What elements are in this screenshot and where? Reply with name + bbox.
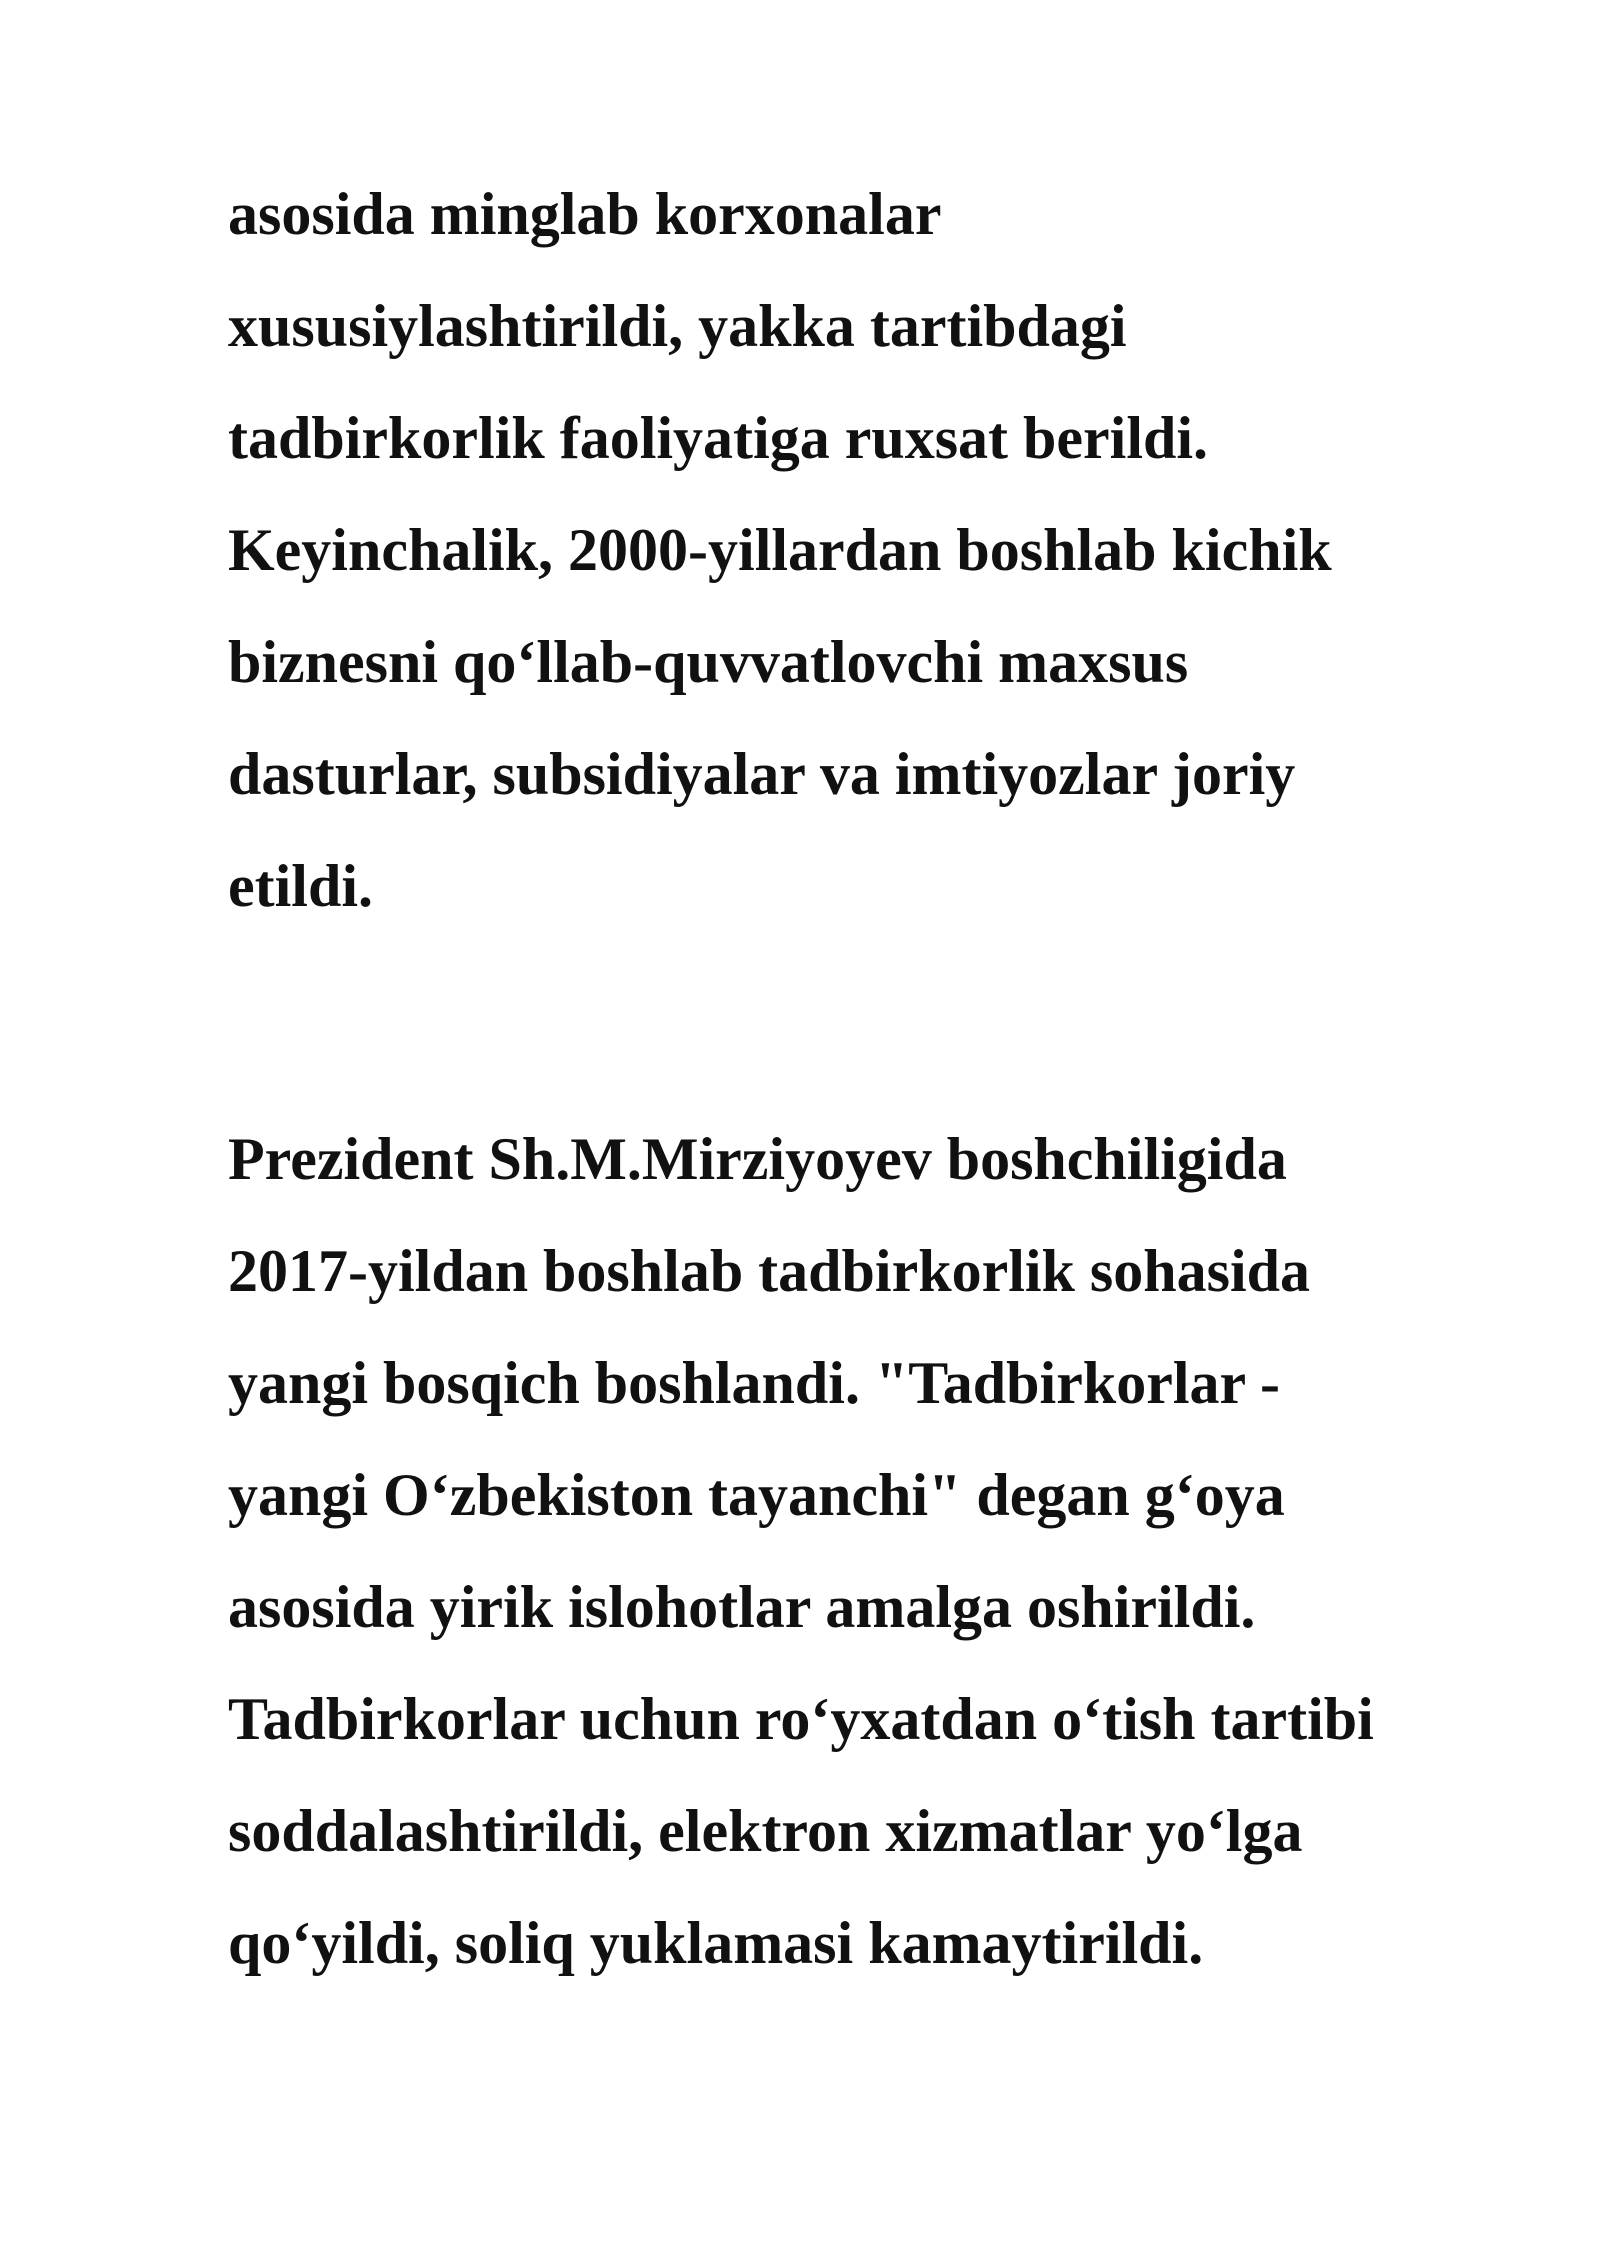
paragraph-line: biznesni qo‘llab-quvvatlovchi maxsus [228, 629, 1189, 695]
paragraph-line: asosida minglab korxonalar [228, 181, 942, 247]
paragraph-line: xususiylashtirildi, yakka tartibdagi [228, 293, 1127, 359]
paragraph-line: 2017-yildan boshlab tadbirkorlik sohasida [228, 1238, 1311, 1304]
paragraph-line: tadbirkorlik faoliyatiga ruxsat berildi. [228, 405, 1209, 471]
paragraph-line: yangi bosqich boshlandi. "Tadbirkorlar - [228, 1350, 1281, 1416]
paragraph-line: Keyinchalik, 2000-yillardan boshlab kichik [228, 517, 1332, 583]
paragraph-line: Tadbirkorlar uchun ro‘yxatdan o‘tish tartibi [228, 1686, 1374, 1752]
paragraph-line: soddalashtirildi, elektron xizmatlar yo‘lga [228, 1798, 1303, 1864]
paragraph-line: qo‘yildi, soliq yuklamasi kamaytirildi. [228, 1910, 1204, 1976]
paragraph-line: yangi O‘zbekiston tayanchi" degan g‘oya [228, 1462, 1285, 1528]
paragraph-line: asosida yirik islohotlar amalga oshirildi. [228, 1574, 1256, 1640]
paragraph [228, 1103, 1528, 1999]
paragraph [228, 158, 1528, 942]
paragraph-line: Prezident Sh.M.Mirziyoyev boshchiligida [228, 1126, 1287, 1192]
paragraph-line: dasturlar, subsidiyalar va imtiyozlar joriy [228, 741, 1296, 807]
paragraph-line: etildi. [228, 853, 373, 919]
